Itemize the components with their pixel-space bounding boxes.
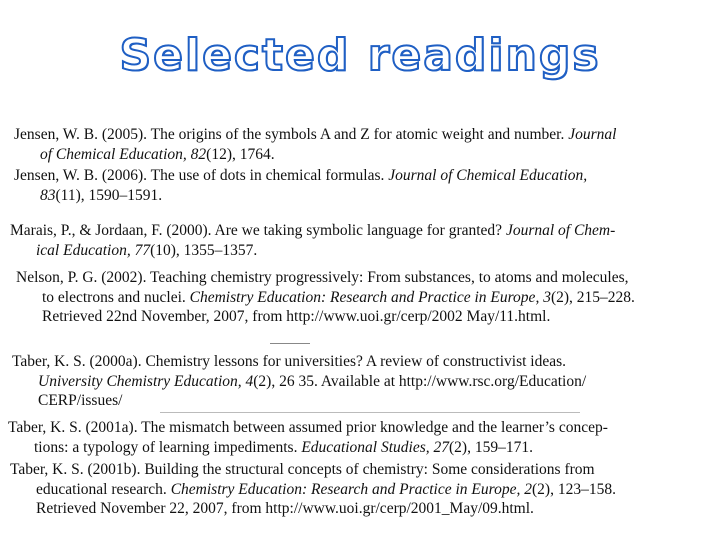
reference-line <box>8 438 692 458</box>
reference-text: Taber, K. S. (2001b). Building the structural concepts of chemistry: Some considerations from <box>10 461 595 478</box>
journal-name: Journal <box>568 126 617 143</box>
reference-line <box>12 372 688 392</box>
reference-text: Jensen, W. B. (2006). The use of dots in chemical formulas. <box>14 167 385 184</box>
reference-line <box>12 352 688 372</box>
reference-text: (10), 1355–1357. <box>150 241 258 259</box>
reference-line <box>14 166 690 186</box>
journal-name: of Chemical Education, 82 <box>40 145 207 163</box>
reference-text: (12), 1764. <box>206 145 275 163</box>
reference-line <box>16 307 700 327</box>
journal-name: ical Education, 77 <box>36 241 151 259</box>
reference-text: (2), 215–228. <box>550 288 635 306</box>
reference-line <box>14 125 690 145</box>
scan-mark <box>160 412 580 413</box>
reference-line <box>10 241 700 261</box>
reference-text: Marais, P., & Jordaan, F. (2000). Are we taking symbolic language for granted? <box>10 222 503 239</box>
journal-name: Chemistry Education: Research and Practice in Europe, 2 <box>170 480 532 498</box>
reference-line <box>12 391 688 411</box>
reference-url-text: Retrieved November 22, 2007, from http://www.uoi.gr/cerp/2001_May/09.html. <box>36 500 534 517</box>
reference-marais-2000 <box>10 221 700 260</box>
reference-line <box>16 288 700 308</box>
reference-line <box>16 268 700 288</box>
reference-text: tions: a typology of learning impediments. <box>34 438 298 456</box>
reference-jensen-2005 <box>14 125 690 164</box>
reference-nelson-2002 <box>16 268 700 327</box>
journal-name: Chemistry Education: Research and Practice in Europe, 3 <box>189 288 551 306</box>
reference-text: Taber, K. S. (2001a). The mismatch between assumed prior knowledge and the learner’s concep- <box>8 419 608 436</box>
reference-text: to electrons and nuclei. <box>42 288 186 306</box>
journal-name: Educational Studies, 27 <box>301 438 450 456</box>
reference-text: (2), 26 35. Available at http://www.rsc.org/Education/ <box>253 372 587 390</box>
reference-text: (11), 1590–1591. <box>55 186 163 204</box>
reference-text: (2), 123–158. <box>532 480 616 498</box>
reference-taber-2001a <box>8 418 692 457</box>
reference-line <box>10 460 694 480</box>
scan-mark <box>270 343 310 344</box>
reference-text: Nelson, P. G. (2002). Teaching chemistry progressively: From substances, to atoms and molecules, <box>16 269 629 286</box>
reference-line <box>8 418 692 438</box>
reference-jensen-2006 <box>14 166 690 205</box>
journal-name: Journal of Chemical Education, <box>388 167 588 184</box>
reference-text: educational research. <box>36 480 167 498</box>
journal-name: University Chemistry Education, 4 <box>38 372 254 390</box>
reference-line <box>10 499 694 519</box>
reference-text: Taber, K. S. (2000a). Chemistry lessons for universities? A review of constructivist ideas. <box>12 353 567 370</box>
reference-taber-2001b <box>10 460 694 519</box>
reference-url-text: CERP/issues/ <box>38 392 123 409</box>
reference-line <box>14 186 690 206</box>
reference-line <box>10 221 700 241</box>
reference-url-text: Retrieved 22nd November, 2007, from http://www.uoi.gr/cerp/2002 May/11.html. <box>42 308 551 325</box>
reference-line <box>14 145 690 165</box>
reference-line <box>10 480 694 500</box>
reference-text: (2), 159–171. <box>449 438 533 456</box>
slide-title: Selected readings <box>119 30 601 81</box>
journal-name: Journal of Chem- <box>505 222 616 239</box>
journal-volume: 83 <box>40 186 56 204</box>
reference-taber-2000a <box>12 352 688 411</box>
reference-text: Jensen, W. B. (2005). The origins of the symbols A and Z for atomic weight and number. <box>14 126 565 143</box>
